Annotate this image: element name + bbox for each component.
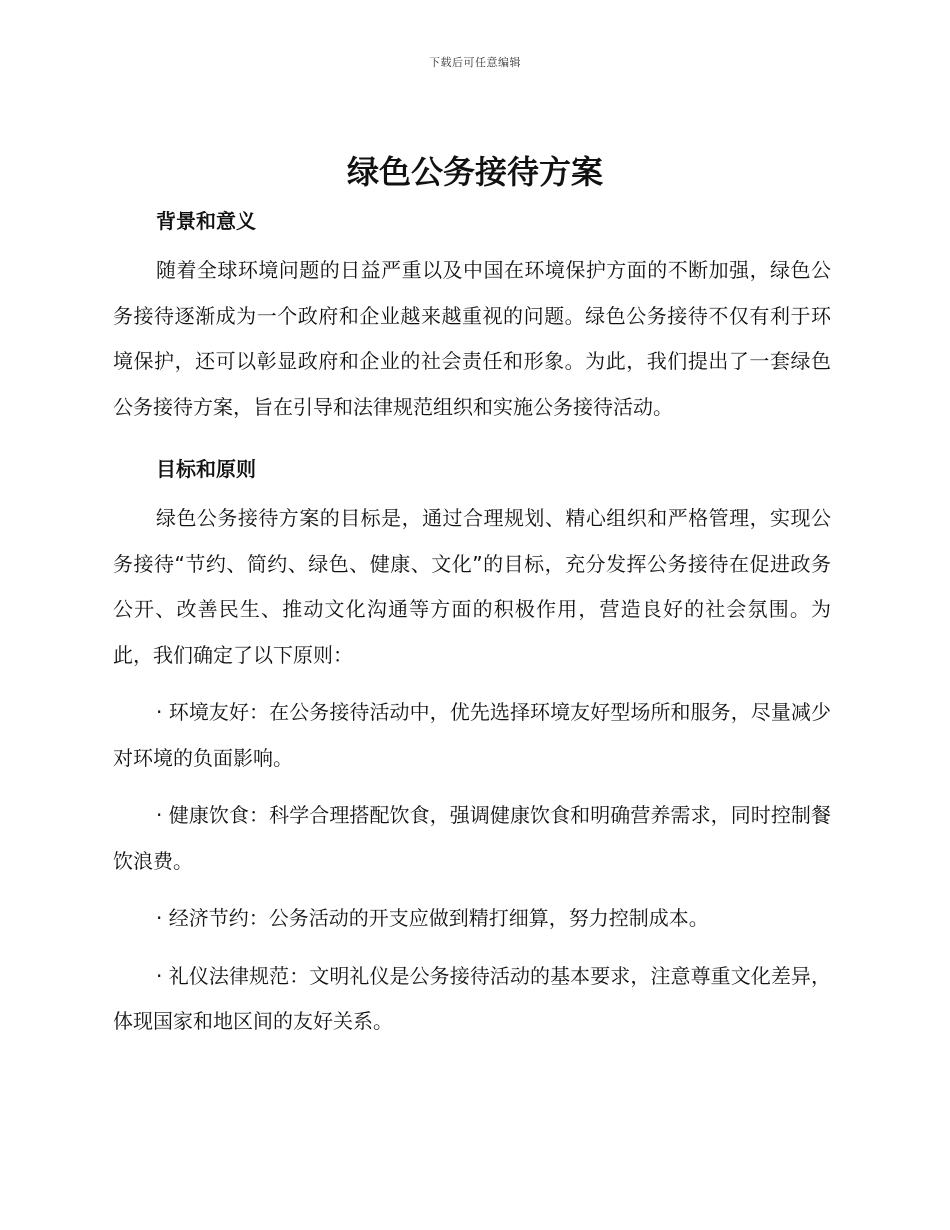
paragraph-background: 随着全球环境问题的日益严重以及中国在环境保护方面的不断加强，绿色公务接待逐渐成为一个政府和企业越来越重视的问题。绿色公务接待不仅有利于环境保护，还可以彰显政府和企业的社会责任和形象。为此，我们提出了一套绿色公务接待方案，旨在引导和法律规范组织和实施公务接待活动。 bbox=[113, 258, 831, 419]
section-heading-background: 背景和意义 bbox=[156, 209, 256, 233]
principle-item-etiquette: · 礼仪法律规范：文明礼仪是公务接待活动的基本要求，注意尊重文化差异，体现国家和地区间的友好关系。 bbox=[113, 963, 831, 1033]
document-body bbox=[113, 202, 831, 1045]
principle-item-health: · 健康饮食：科学合理搭配饮食，强调健康饮食和明确营养需求，同时控制餐饮浪费。 bbox=[113, 803, 831, 873]
paragraph-goals: 绿色公务接待方案的目标是，通过合理规划、精心组织和严格管理，实现公务接待“节约、简约、绿色、健康、文化”的目标，充分发挥公务接待在促进政务公开、改善民生、推动文化沟通等方面的积极作用，营造良好的社会氛围。为此，我们确定了以下原则： bbox=[113, 506, 831, 667]
header-note: 下载后可任意编辑 bbox=[429, 56, 521, 69]
principle-item-environment: · 环境友好：在公务接待活动中，优先选择环境友好型场所和服务，尽量减少对环境的负面影响。 bbox=[113, 700, 831, 770]
principle-item-economy: · 经济节约：公务活动的开支应做到精打细算，努力控制成本。 bbox=[156, 906, 709, 930]
section-heading-goals: 目标和原则 bbox=[156, 457, 256, 481]
document-title: 绿色公务接待方案 bbox=[346, 153, 603, 191]
